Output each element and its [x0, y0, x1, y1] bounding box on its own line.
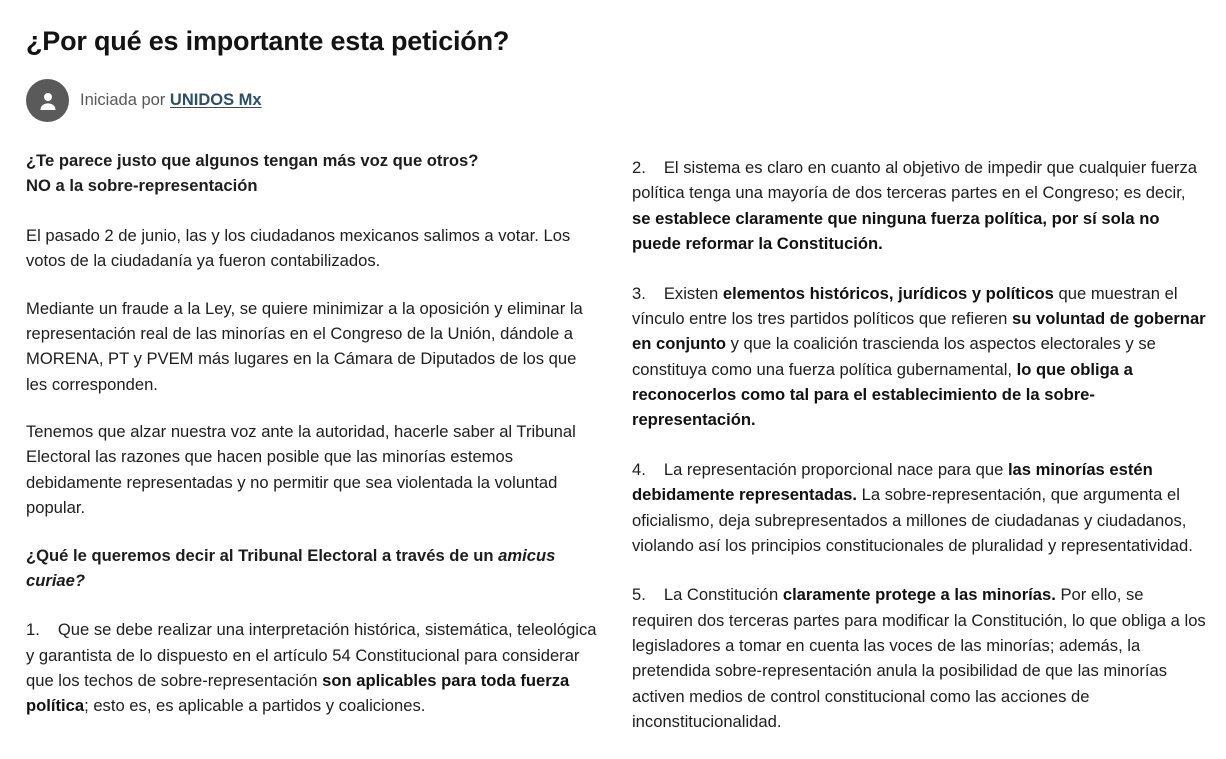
left-subheading-line-1: ¿Te parece justo que algunos tengan más voz que otros?	[26, 151, 479, 171]
list-item-3-text-b: que muestran el vínculo entre los tres partidos políticos que refieren	[632, 283, 1178, 328]
author-link[interactable]: UNIDOS Mx	[169, 90, 262, 109]
list-item-1-text-a: Que se debe realizar una interpretación histórica, sistemática, teleológica y garantista de lo dispuesto en el artículo 54 Constitucional para considerar que los techos de sobre-representación	[26, 620, 597, 691]
list-item-4-bold-a: las minorías estén debidamente representadas.	[632, 459, 1153, 505]
byline	[26, 79, 1200, 122]
list-item-4-text-a: La representación proporcional nace para que	[663, 459, 1008, 479]
left-paragraph-2: Mediante un fraude a la Ley, se quiere minimizar a la oposición y eliminar la representación real de las minorías en el Congreso de la Unión, dándole a MORENA, PT y PVEM más lugares en la Cámara de Diputados de los que les corresponden.	[26, 298, 583, 394]
left-subheading-line-2: NO a la sobre-representación	[26, 176, 258, 196]
list-item-1-number: 1.	[26, 620, 40, 640]
list-item-3-bold-a: elementos históricos, jurídicos y políticos	[722, 283, 1054, 303]
list-item-5-bold-a: claramente protege a las minorías.	[782, 585, 1056, 605]
list-item-3-bold-c: lo que obliga a reconocerlos como tal para el establecimiento de la sobre-representación.	[632, 359, 1133, 430]
page-title: ¿Por qué es importante esta petición?	[26, 26, 510, 56]
list-item-5-number: 5.	[632, 585, 646, 605]
list-item-3-number: 3.	[632, 283, 646, 303]
list-item-3-text-c: y que la coalición trascienda los aspectos electorales y se constituya como una fuerza política gubernamental,	[632, 334, 1156, 379]
list-item-3-text-a: Existen	[663, 283, 723, 303]
list-item-5-text-b: Por ello, se requiren dos terceras partes para modificar la Constitución, lo que obliga a los legisladores a tomar en cuenta las voces de las minorías; además, la pretendida sobre-representación anula la posibilidad de que las minorías activen medios de control constitucional como las acciones de inconstitucionalidad.	[632, 585, 1206, 732]
list-item-5-text-a: La Constitución	[663, 585, 783, 605]
byline-text	[80, 91, 262, 111]
list-item-2-bold: se establece claramente que ninguna fuerza política, por sí sola no puede reformar la Constitución.	[632, 208, 1160, 254]
list-item-4-text-b: La sobre-representación, que argumenta el oficialismo, deja subrepresentados a millones de ciudadanas y ciudadanos, violando así los principios constitucionales de pluralidad y representatividad.	[632, 485, 1193, 555]
list-item-2	[632, 155, 1206, 257]
list-item-5	[632, 582, 1206, 734]
byline-prefix: Iniciada por	[80, 90, 166, 109]
list-item-2-number: 2.	[632, 158, 646, 178]
list-item-4-number: 4.	[632, 459, 646, 479]
left-column	[26, 148, 600, 719]
list-item-1-text-b: ; esto es, es aplicable a partidos y coaliciones.	[84, 696, 426, 716]
question-heading-italic: amicus curiae?	[26, 545, 556, 590]
question-heading	[26, 543, 600, 594]
list-item-3	[632, 281, 1206, 433]
left-subheading	[26, 148, 600, 199]
two-column-body	[26, 148, 1206, 759]
user-avatar-icon	[26, 79, 69, 122]
list-item-2-text-a: El sistema es claro en cuanto al objetivo de impedir que cualquier fuerza política tenga una mayoría de dos terceras partes en el Congreso; es decir,	[632, 158, 1197, 203]
question-heading-plain: ¿Qué le queremos decir al Tribunal Electoral a través de un	[26, 545, 499, 565]
right-column	[632, 148, 1206, 759]
list-item-3-bold-b: su voluntad de gobernar en conjunto	[632, 308, 1206, 354]
list-item-1-bold: son aplicables para toda fuerza política	[26, 671, 570, 716]
list-item-4	[632, 457, 1206, 559]
left-paragraph-1: El pasado 2 de junio, las y los ciudadanos mexicanos salimos a votar. Los votos de la ciudadanía ya fueron contabilizados.	[26, 225, 571, 271]
left-paragraph-3: Tenemos que alzar nuestra voz ante la autoridad, hacerle saber al Tribunal Electoral las razones que hacen posible que las minorías estemos debidamente representadas y no permitir que sea violentada la voluntad popular.	[26, 422, 576, 518]
